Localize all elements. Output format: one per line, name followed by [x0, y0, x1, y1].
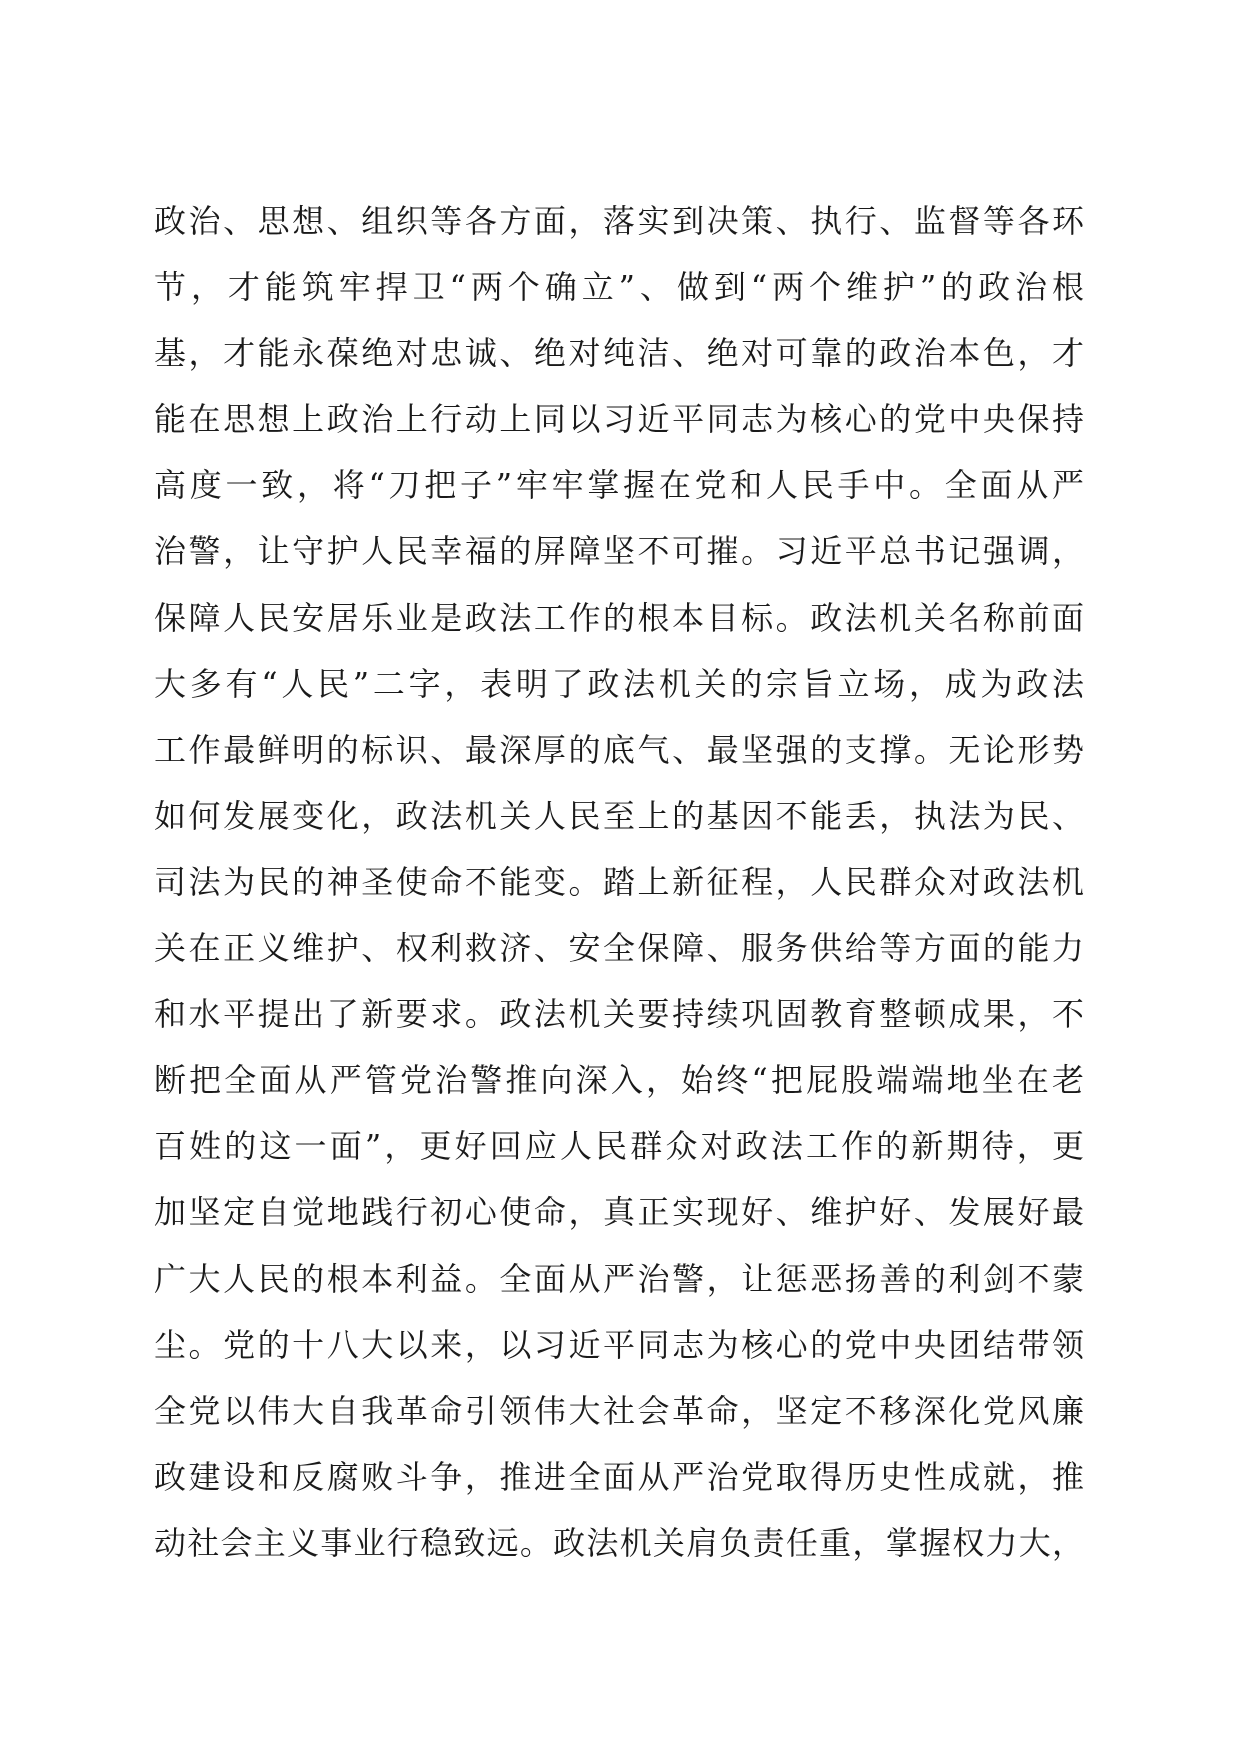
text-line: 基，才能永葆绝对忠诚、绝对纯洁、绝对可靠的政治本色，才 [154, 334, 1084, 373]
text-line: 政建设和反腐败斗争，推进全面从严治党取得历史性成就，推 [154, 1457, 1084, 1496]
body-text [154, 188, 1084, 1576]
text-line: 高度一致，将“刀把子”牢牢掌握在党和人民手中。全面从严 [154, 466, 1084, 505]
text-line: 断把全面从严管党治警推向深入，始终“把屁股端端地坐在老 [154, 1061, 1084, 1100]
text-line: 大多有“人民”二字，表明了政法机关的宗旨立场，成为政法 [154, 664, 1084, 703]
text-line: 加坚定自觉地践行初心使命，真正实现好、维护好、发展好最 [154, 1193, 1084, 1232]
text-line: 能在思想上政治上行动上同以习近平同志为核心的党中央保持 [154, 400, 1084, 439]
text-line: 政治、思想、组织等各方面，落实到决策、执行、监督等各环 [154, 202, 1084, 240]
text-line: 如何发展变化，政法机关人民至上的基因不能丢，执法为民、 [154, 796, 1084, 835]
text-line: 广大人民的根本利益。全面从严治警，让惩恶扬善的利剑不蒙 [154, 1259, 1084, 1298]
text-line: 尘。党的十八大以来，以习近平同志为核心的党中央团结带领 [154, 1325, 1084, 1364]
text-line: 和水平提出了新要求。政法机关要持续巩固教育整顿成果，不 [154, 995, 1084, 1034]
text-line: 动社会主义事业行稳致远。政法机关肩负责任重，掌握权力大， [154, 1523, 1084, 1562]
text-line: 百姓的这一面”，更好回应人民群众对政法工作的新期待，更 [154, 1127, 1084, 1166]
text-line: 工作最鲜明的标识、最深厚的底气、最坚强的支撑。无论形势 [154, 730, 1084, 769]
text-line: 治警，让守护人民幸福的屏障坚不可摧。习近平总书记强调， [154, 532, 1084, 571]
text-line: 保障人民安居乐业是政法工作的根本目标。政法机关名称前面 [154, 598, 1084, 637]
text-line: 司法为民的神圣使命不能变。踏上新征程，人民群众对政法机 [154, 862, 1084, 901]
text-line: 关在正义维护、权利救济、安全保障、服务供给等方面的能力 [154, 929, 1084, 968]
text-line: 节，才能筑牢捍卫“两个确立”、做到“两个维护”的政治根 [154, 268, 1084, 307]
text-line: 全党以伟大自我革命引领伟大社会革命，坚定不移深化党风廉 [154, 1391, 1084, 1430]
